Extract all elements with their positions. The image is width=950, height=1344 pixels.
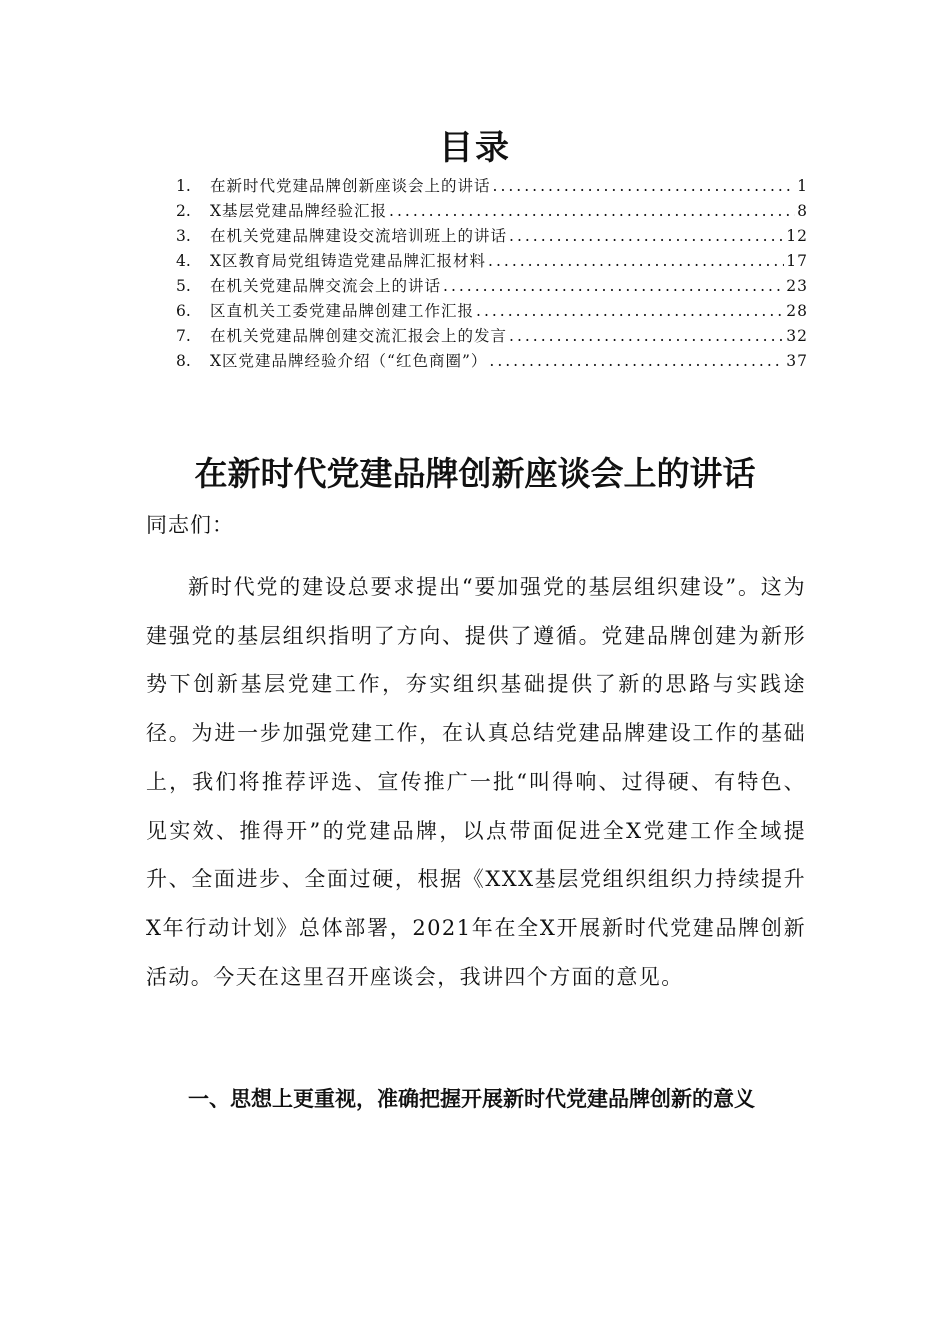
toc-item-number: 8. — [176, 352, 191, 370]
toc-item-page: 23 — [786, 277, 808, 295]
toc-item-number: 4. — [176, 252, 191, 270]
toc-item-page: 28 — [786, 302, 808, 320]
toc-item-number: 1. — [176, 177, 191, 195]
toc-item-number: 2. — [176, 202, 191, 220]
toc-item[interactable] — [176, 199, 808, 224]
toc-leader-dots — [489, 349, 784, 374]
toc-item-page: 12 — [786, 227, 808, 245]
toc-item[interactable] — [176, 249, 808, 274]
toc-item-text: 区直机关工委党建品牌创建工作汇报 — [210, 302, 475, 320]
toc-item-text: X区教育局党组铸造党建品牌汇报材料 — [210, 252, 487, 270]
toc-item[interactable] — [176, 349, 808, 374]
toc-item-text: X基层党建品牌经验汇报 — [210, 202, 388, 220]
toc-item-number: 5. — [176, 277, 191, 295]
toc-item-number: 6. — [176, 302, 191, 320]
table-of-contents — [176, 174, 808, 374]
toc-item[interactable] — [176, 299, 808, 324]
section-heading: 一、思想上更重视，准确把握开展新时代党建品牌创新的意义 — [188, 1087, 755, 1111]
toc-item-page: 37 — [786, 352, 808, 370]
greeting: 同志们： — [146, 513, 234, 537]
toc-leader-dots — [493, 174, 796, 199]
toc-leader-dots — [488, 249, 784, 274]
toc-item-text: 在机关党建品牌建设交流培训班上的讲话 — [210, 227, 508, 245]
article-title: 在新时代党建品牌创新座谈会上的讲话 — [194, 454, 756, 493]
toc-item[interactable] — [176, 324, 808, 349]
toc-item-number: 3. — [176, 227, 191, 245]
toc-item-page: 17 — [786, 252, 808, 270]
toc-item[interactable] — [176, 224, 808, 249]
toc-item-page: 1 — [797, 177, 808, 195]
toc-leader-dots — [476, 299, 784, 324]
toc-item-page: 32 — [786, 327, 808, 345]
toc-leader-dots — [509, 224, 784, 249]
toc-leader-dots — [389, 199, 795, 224]
body-paragraph: 新时代党的建设总要求提出“要加强党的基层组织建设”。这为建强党的基层组织指明了方向、提供了遵循。党建品牌创建为新形势下创新基层党建工作，夯实组织基础提供了新的思路与实践途径。为进一步加强党建工作，在认真总结党建品牌建设工作的基础上，我们将推荐评选、宣传推广一批“叫得响、过得硬、有特色、见实效、推得开”的党建品牌，以点带面促进全X党建工作全域提升、全面进步、全面过硬，根据《XXX基层党组织组织力持续提升X年行动计划》总体部署，2021年在全X开展新时代党建品牌创新活动。今天在这里召开座谈会，我讲四个方面的意见。 — [146, 575, 806, 989]
toc-leader-dots — [443, 274, 784, 299]
toc-title: 目录 — [439, 128, 511, 168]
toc-item-page: 8 — [797, 202, 808, 220]
toc-item-text: 在机关党建品牌交流会上的讲话 — [210, 277, 442, 295]
toc-item-text: X区党建品牌经验介绍（“红色商圈”） — [210, 352, 488, 370]
toc-item[interactable] — [176, 274, 808, 299]
toc-leader-dots — [509, 324, 784, 349]
toc-item[interactable] — [176, 174, 808, 199]
toc-item-text: 在新时代党建品牌创新座谈会上的讲话 — [210, 177, 491, 195]
toc-item-number: 7. — [176, 327, 191, 345]
toc-item-text: 在机关党建品牌创建交流汇报会上的发言 — [210, 327, 508, 345]
